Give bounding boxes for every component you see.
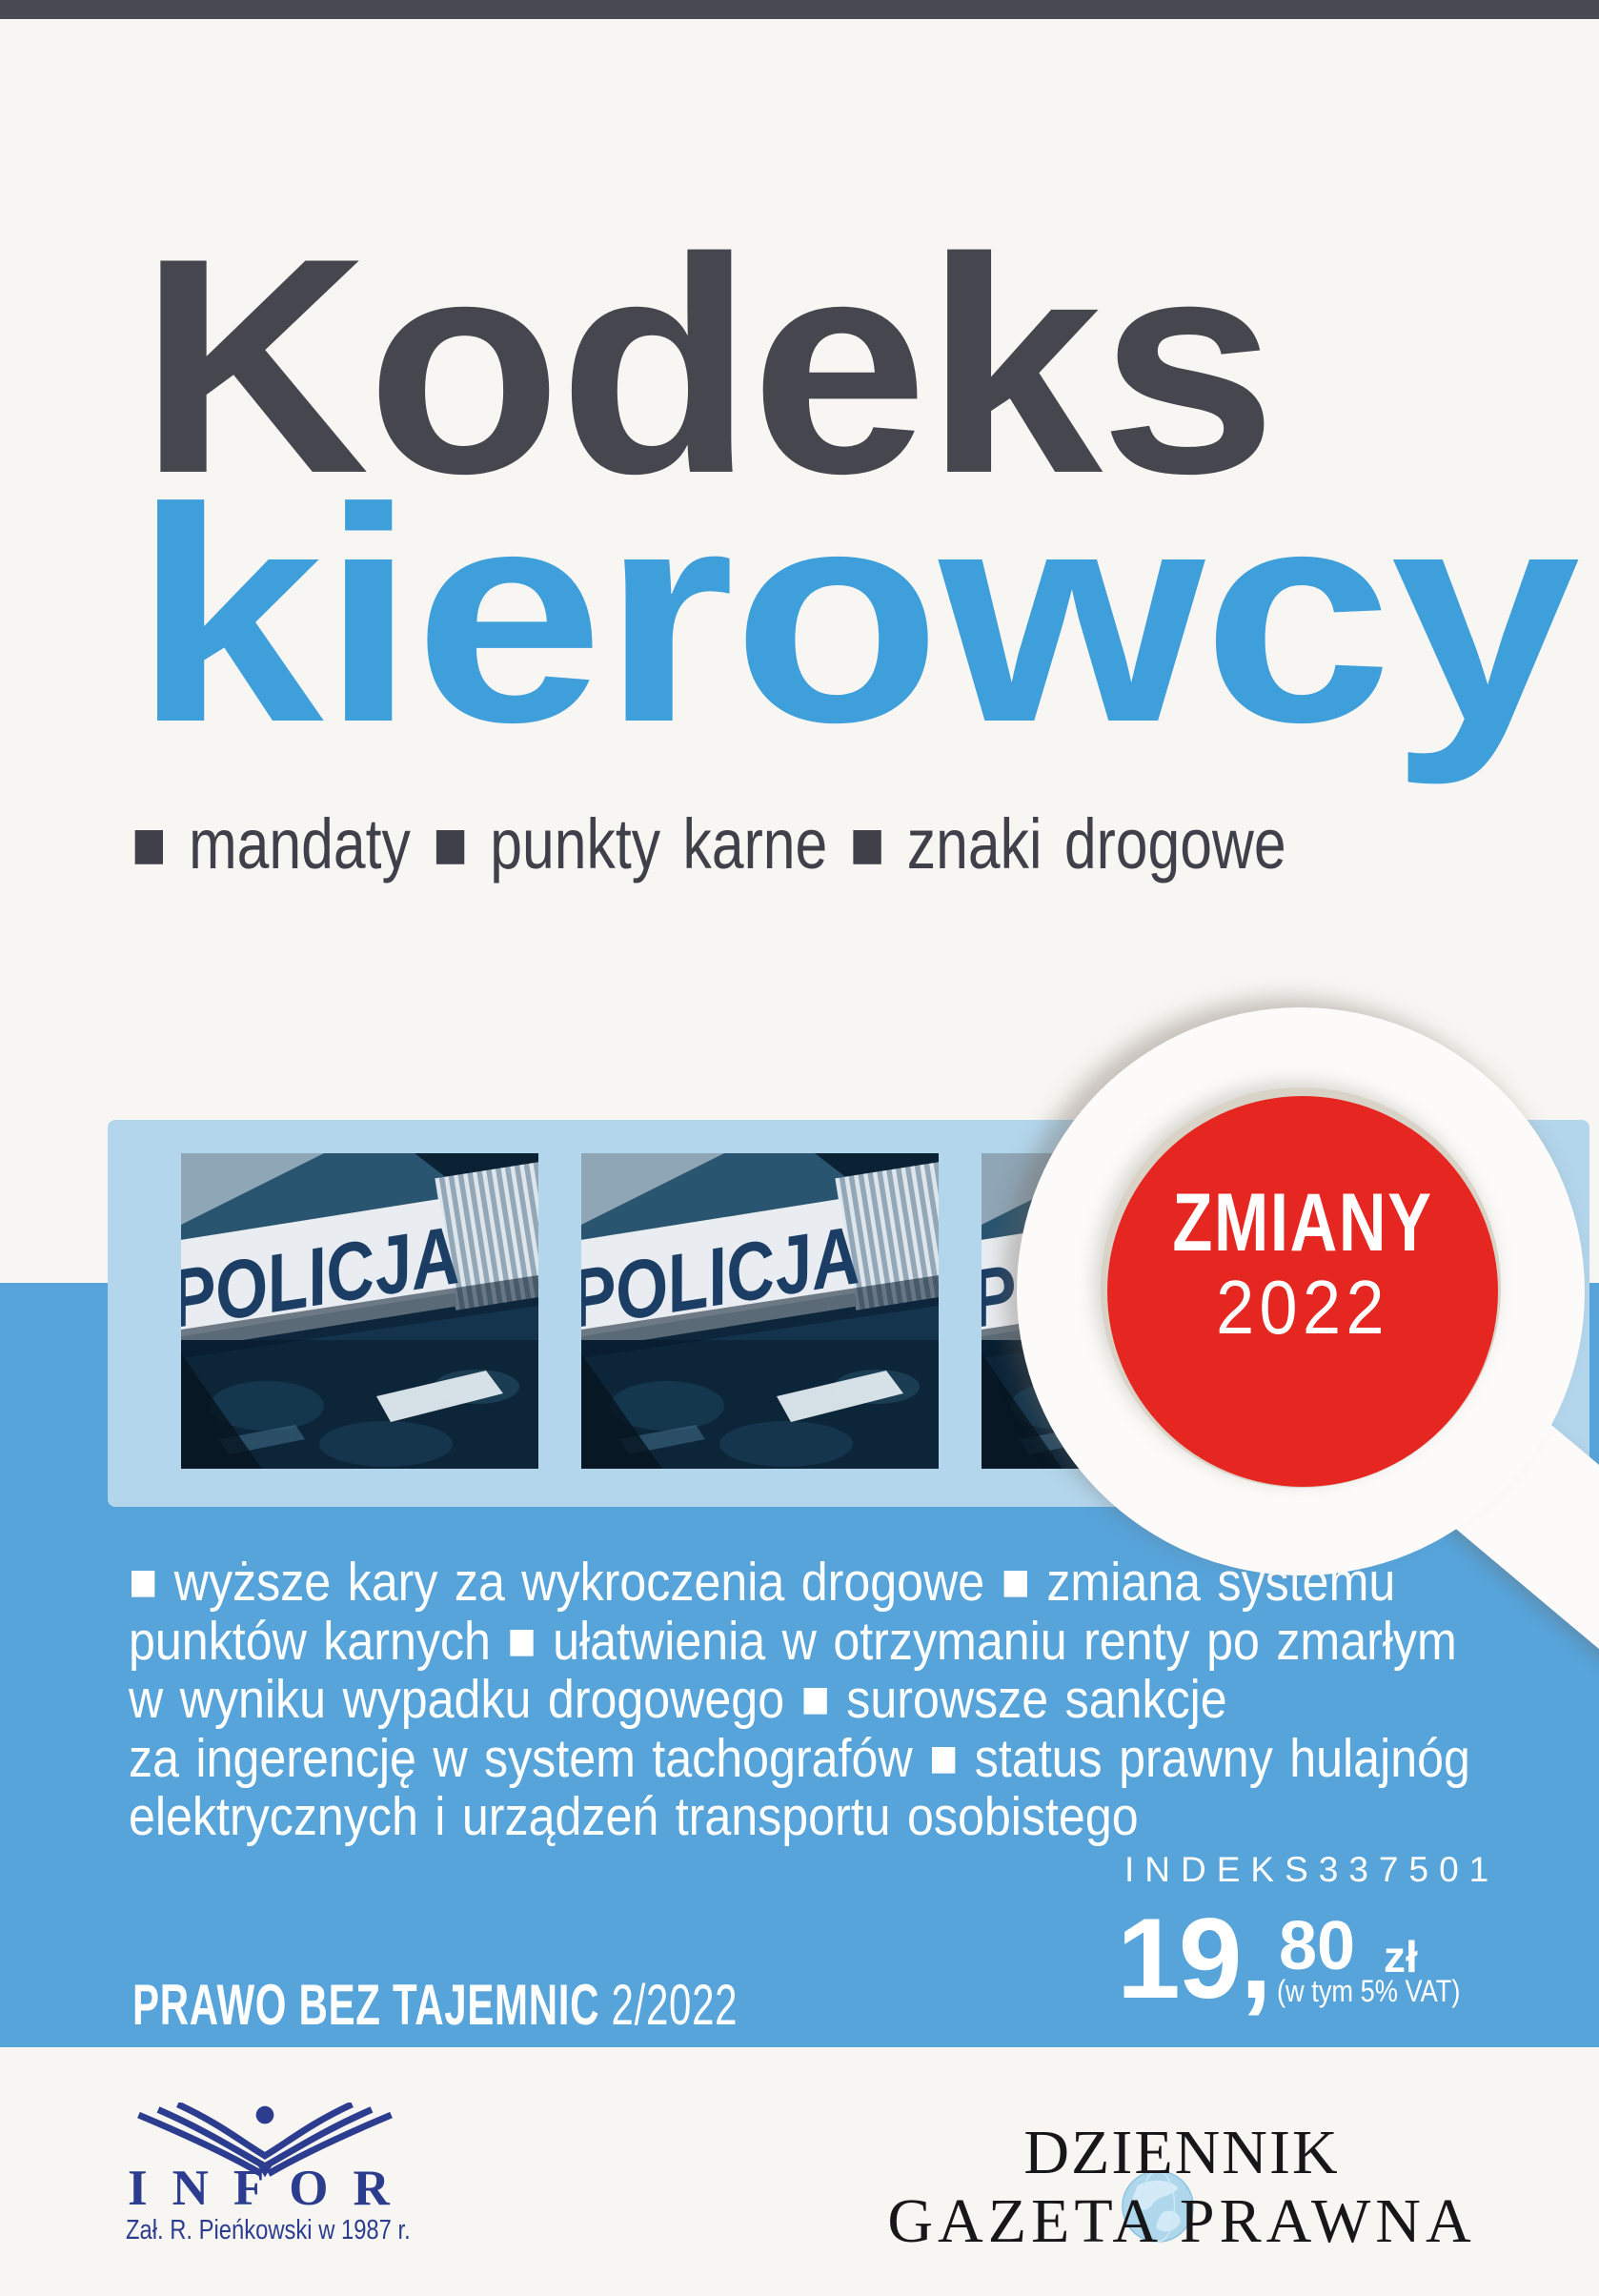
highlight-line-2: punktów karnych ■ ułatwienia w otrzymaniu renty po zmarłym (129, 1610, 1457, 1672)
cover-subtitle: ■ mandaty ■ punkty karne ■ znaki drogowe (132, 804, 1286, 884)
highlight-line-4: za ingerencję w system tachografów ■ status prawny hulajnóg (129, 1727, 1470, 1789)
highlight-line-1: ■ wyższe kary za wykroczenia drogowe ■ zmiana systemu (129, 1552, 1396, 1613)
infor-tagline: Zał. R. Pieńkowski w 1987 r. (126, 2215, 411, 2245)
price-main: 19, (1117, 1895, 1270, 2022)
price-currency: zł (1384, 1932, 1418, 1981)
police-photo-2 (581, 1153, 939, 1469)
police-photo-1 (181, 1153, 538, 1469)
index-label: INDEKS (1124, 1850, 1319, 1889)
highlights-list (129, 1554, 1470, 1847)
price-vat-note: (w tym 5% VAT) (1277, 1974, 1461, 2008)
dgp-logo (848, 2114, 1515, 2259)
dgp-line2: GAZETA PRAWNA (887, 2186, 1476, 2256)
series-name: PRAWO BEZ TAJEMNIC (132, 1973, 600, 2037)
series-issue: 2/2022 (599, 1973, 739, 2037)
infor-logo-text: INFOR (128, 2161, 415, 2216)
cover-title-line2: kierowcy (133, 444, 1579, 785)
badge-title: ZMIANY (1172, 1177, 1433, 1269)
highlight-line-3: w wyniku wypadku drogowego ■ surowsze sankcje (129, 1669, 1227, 1730)
badge-year: 2022 (1216, 1265, 1389, 1350)
scan-edge-strip (0, 0, 1599, 19)
index-row (1124, 1850, 1500, 1889)
series-line (132, 1973, 739, 2037)
highlight-line-5: elektrycznych i urządzeń transportu osobistego (129, 1786, 1139, 1847)
index-number: 337501 (1318, 1850, 1500, 1889)
dgp-line1: DZIENNIK (1023, 2118, 1340, 2187)
price-block (1117, 1892, 1460, 2035)
price-decimals: 80 (1279, 1908, 1356, 1984)
cover-title-line1: Kodeks (139, 195, 1274, 538)
